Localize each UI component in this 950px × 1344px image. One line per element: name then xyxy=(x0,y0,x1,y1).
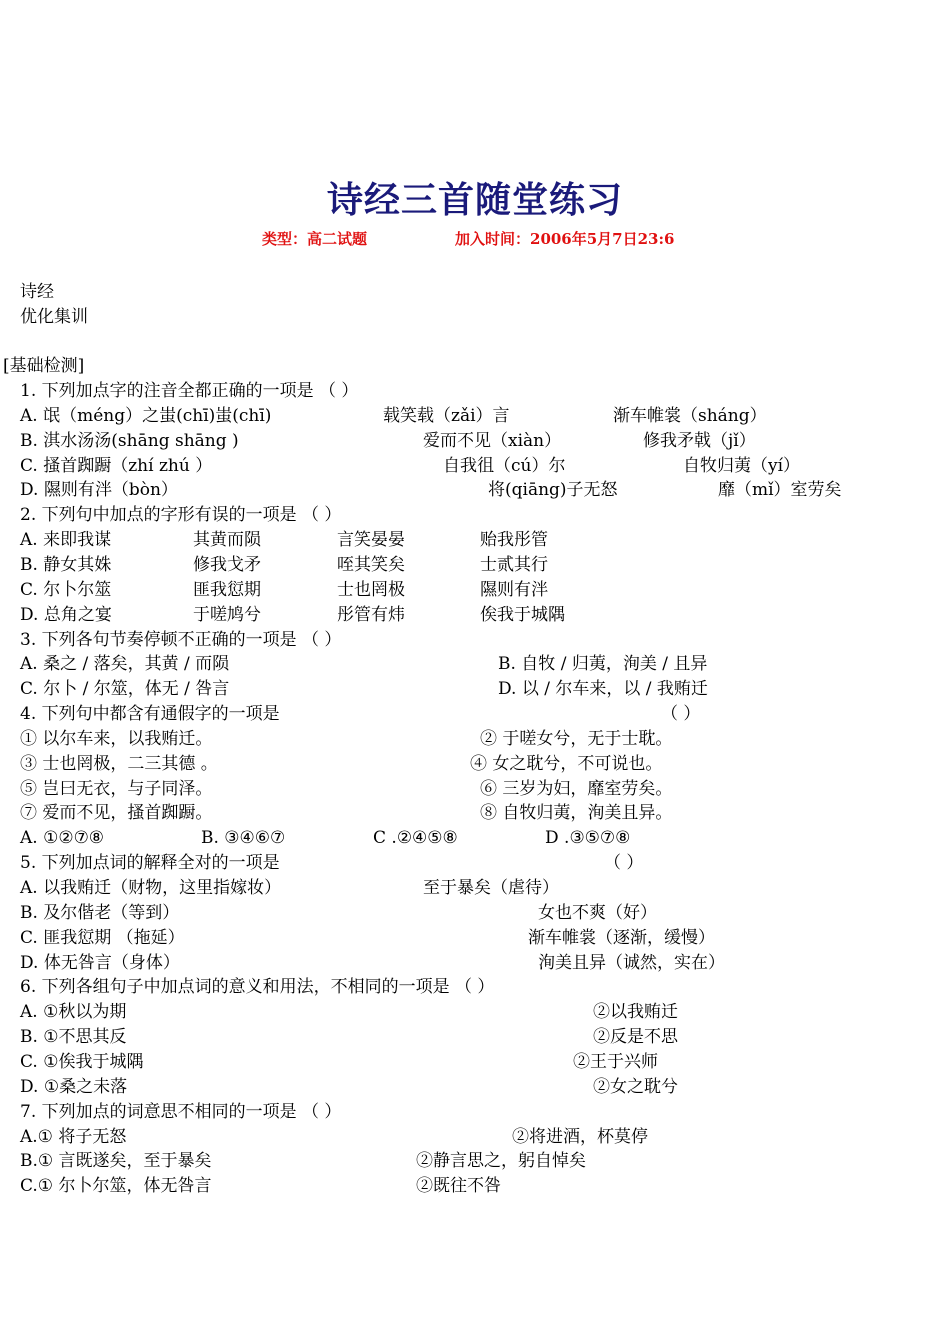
question-text: ②女之耽兮 xyxy=(593,1076,678,1097)
question-text: 1. 下列加点字的注音全都正确的一项是 （ ） xyxy=(20,381,359,401)
question-text: 修我矛戟（jǐ） xyxy=(643,430,756,451)
question-text: 彤管有炜 xyxy=(337,604,405,625)
question-text: B. 静女其姝 xyxy=(20,554,112,575)
question-text: 女也不爽（好） xyxy=(538,902,657,923)
question-text: A. 氓（méng）之蚩(chī)蚩(chī) xyxy=(20,405,272,426)
question-text: B. 淇水汤汤(shāng shāng ) xyxy=(20,430,239,451)
question-text: 至于暴矣（虐待） xyxy=(423,878,559,898)
question-text: B. 自牧 / 归荑，洵美 / 且异 xyxy=(498,654,708,675)
question-text: 6. 下列各组句子中加点词的意义和用法，不相同的一项是 （ ） xyxy=(20,977,495,998)
question-text: ⑦ 爱而不见，搔首踟蹰。 xyxy=(20,803,213,824)
question-text: 士贰其行 xyxy=(480,554,548,575)
question-text: 渐车帷裳（sháng） xyxy=(613,405,767,426)
question-text: A. ①秋以为期 xyxy=(20,1002,127,1023)
question-text: B. ③④⑥⑦ xyxy=(201,828,286,849)
question-text: 言笑晏晏 xyxy=(337,530,405,551)
question-text: 俟我于城隅 xyxy=(480,604,565,625)
question-text: 7. 下列加点的词意思不相同的一项是 （ ） xyxy=(20,1101,342,1122)
question-text: ④ 女之耽兮，不可说也。 xyxy=(470,753,663,774)
question-text: ③ 士也罔极，二三其德 。 xyxy=(20,753,218,774)
question-text: C. 搔首踟蹰（zhí zhú ） xyxy=(20,455,213,476)
question-text: 载笑载（zǎi）言 xyxy=(383,405,510,426)
section-heading: [基础检测] xyxy=(3,356,85,376)
question-text: 匪我愆期 xyxy=(193,579,261,600)
question-text: C. ①俟我于城隅 xyxy=(20,1051,144,1072)
question-text: C .②④⑤⑧ xyxy=(373,828,458,849)
question-text: D .③⑤⑦⑧ xyxy=(545,828,631,849)
intro-line: 诗经 xyxy=(20,282,54,302)
question-text: 5. 下列加点词的解释全对的一项是 xyxy=(20,853,280,874)
question-text: 咥其笑矣 xyxy=(337,554,405,575)
question-text: 爱而不见（xiàn） xyxy=(423,430,562,451)
question-text: C. 匪我愆期 （拖延） xyxy=(20,927,185,948)
question-text: 2. 下列句中加点的字形有误的一项是 （ ） xyxy=(20,505,342,526)
question-text: 将(qiāng)子无怒 xyxy=(488,480,618,501)
question-text: 其黄而陨 xyxy=(193,530,261,551)
question-text: C.① 尔卜尔筮，体无咎言 xyxy=(20,1176,212,1197)
question-text: ②以我贿迁 xyxy=(593,1002,678,1023)
question-text: A. 桑之 / 落矣，其黄 / 而陨 xyxy=(20,654,230,675)
question-text: 自牧归荑（yí） xyxy=(683,455,801,476)
question-text: D. 总角之宴 xyxy=(20,604,112,625)
question-text: 靡（mǐ）室劳矣 xyxy=(718,480,842,501)
question-text: ② 于嗟女兮，无于士耽。 xyxy=(480,728,673,749)
question-text: 4. 下列句中都含有通假字的一项是 xyxy=(20,704,280,725)
question-text: 洵美且异（诚然，实在） xyxy=(538,952,725,973)
question-text: 修我戈矛 xyxy=(193,554,261,575)
question-text: ②反是不思 xyxy=(593,1027,678,1048)
question-text: C. 尔卜 / 尔筮，体无 / 咎言 xyxy=(20,679,230,700)
question-text: C. 尔卜尔筮 xyxy=(20,579,112,600)
question-text: D. 体无咎言（身体） xyxy=(20,952,180,973)
question-text: 于嗟鸠兮 xyxy=(193,604,261,625)
question-text: ②将进酒，杯莫停 xyxy=(512,1126,648,1147)
question-text: A. ①②⑦⑧ xyxy=(20,828,105,849)
question-text: B. 及尔偕老（等到） xyxy=(20,902,180,923)
question-text: ① 以尔车来，以我贿迁。 xyxy=(20,728,213,749)
question-text: ⑤ 岂曰无衣，与子同泽。 xyxy=(20,778,213,799)
question-text: ②静言思之，躬自悼矣 xyxy=(416,1151,586,1172)
question-text: 士也罔极 xyxy=(337,579,405,600)
question-text: 渐车帷裳（逐渐，缓慢） xyxy=(528,927,715,948)
question-text: （ ） xyxy=(604,853,644,874)
question-text: （ ） xyxy=(661,704,701,725)
question-text: B.① 言既遂矣，至于暴矣 xyxy=(20,1151,212,1172)
question-text: D. ①桑之未落 xyxy=(20,1076,128,1097)
question-text: ⑥ 三岁为妇，靡室劳矣。 xyxy=(480,778,673,799)
question-text: 隰则有泮 xyxy=(480,579,548,600)
question-text: A. 以我贿迁（财物，这里指嫁妆） xyxy=(20,878,282,898)
question-text: ⑧ 自牧归荑，洵美且异。 xyxy=(480,803,673,824)
question-text: 3. 下列各句节奏停顿不正确的一项是 （ ） xyxy=(20,629,342,650)
question-text: 自我徂（cú）尔 xyxy=(443,455,566,476)
question-text: A.① 将子无怒 xyxy=(20,1126,127,1147)
question-text: B. ①不思其反 xyxy=(20,1027,127,1048)
question-text: A. 来即我谋 xyxy=(20,530,112,551)
added-time-label: 加入时间：2006年5月7日23:6 xyxy=(455,230,675,248)
question-text: ②既往不咎 xyxy=(416,1176,501,1197)
intro-line: 优化集训 xyxy=(20,307,88,327)
page-title: 诗经三首随堂练习 xyxy=(326,179,623,221)
type-label: 类型：高二试题 xyxy=(262,230,368,248)
question-text: ②王于兴师 xyxy=(573,1051,658,1072)
question-text: 贻我彤管 xyxy=(480,530,548,551)
question-text: D. 隰则有泮（bòn） xyxy=(20,480,178,501)
question-text: D. 以 / 尔车来，以 / 我贿迁 xyxy=(498,679,708,700)
